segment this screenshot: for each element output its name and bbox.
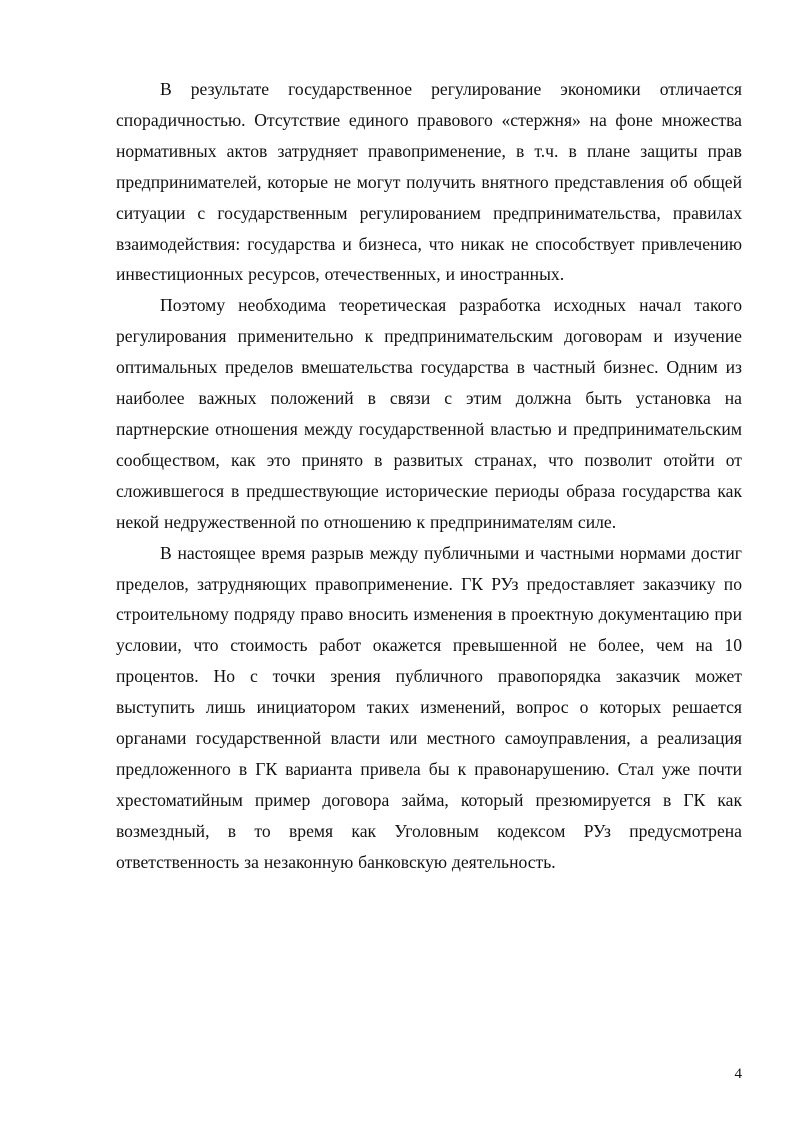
paragraph: В настоящее время разрыв между публичными и частными нормами достиг пределов, затрудняющих правоприменение. ГК РУз предоставляет заказчику по строительному подряду право вносить изменения в проектную документацию при условии, что стоимость работ окажется превышенной не более, чем на 10 процентов. Но с точки зрения публичного правопорядка заказчик может выступить лишь инициатором таких изменений, вопрос о которых решается органами государственной власти или местного самоуправления, а реализация предложенного в ГК варианта привела бы к правонарушению. Стал уже почти хрестоматийным пример договора займа, который презюмируется в ГК как возмездный, в то время как Уголовным кодексом РУз предусмотрена ответственность за незаконную банковскую деятельность. <box>116 542 742 872</box>
page-number: 4 <box>734 1066 742 1082</box>
paragraph: Поэтому необходима теоретическая разработка исходных начал такого регулирования применительно к предпринимательским договорам и изучение оптимальных пределов вмешательства государства в частный бизнес. Одним из наиболее важных положений в связи с этим должна быть установка на партнерские отношения между государственной властью и предпринимательским сообществом, как это принято в развитых странах, что позволит отойти от сложившегося в предшествующие исторические периоды образа государства как некой недружественной по отношению к предпринимателям силе. <box>116 295 742 532</box>
text-body <box>116 74 742 878</box>
paragraph: В результате государственное регулирование экономики отличается спорадичностью. Отсутствие единого правового «стержня» на фоне множества нормативных актов затрудняет правоприменение, в т.ч. в плане защиты прав предпринимателей, которые не могут получить внятного представления об общей ситуации с государственным регулированием предпринимательства, правилах взаимодействия: государства и бизнеса, что никак не способствует привлечению инвестиционных ресурсов, отечественных, и иностранных. <box>116 79 742 285</box>
